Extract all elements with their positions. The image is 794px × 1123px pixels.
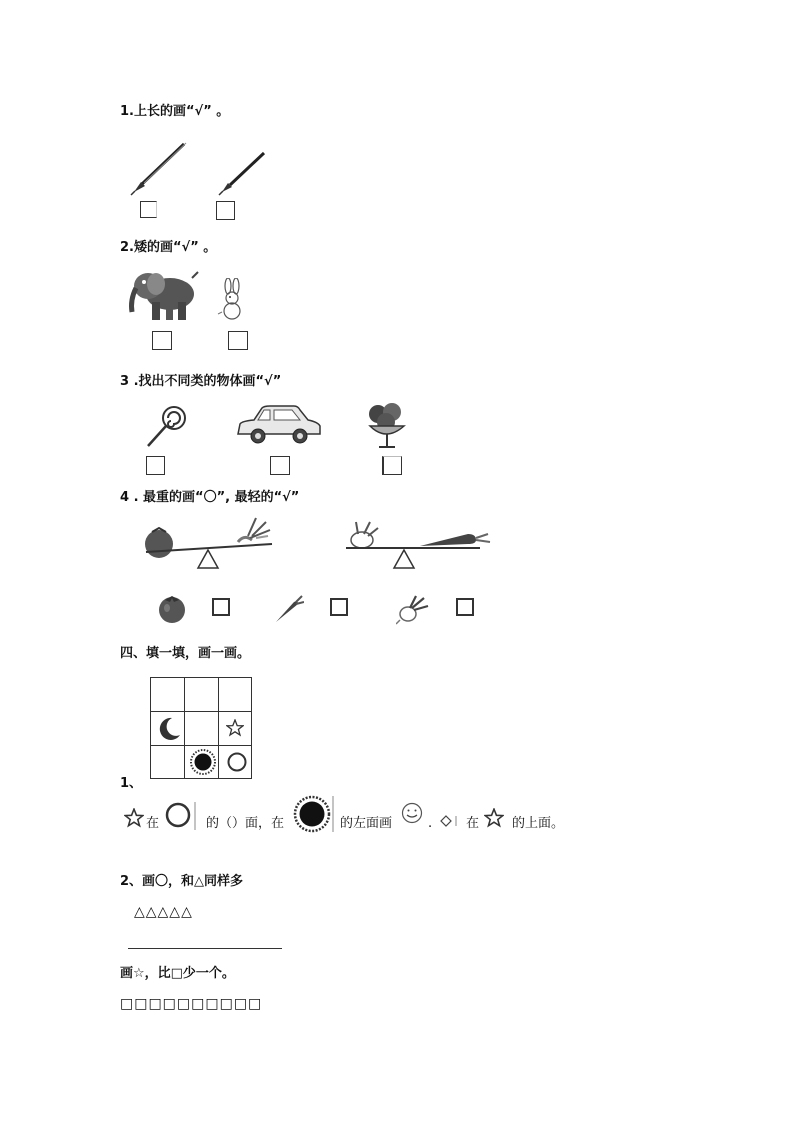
sentence-text-2: 的（）面，在 — [206, 816, 285, 831]
q4-answer-box-2[interactable] — [330, 598, 348, 616]
q1-answer-box-1[interactable] — [140, 201, 157, 218]
grid-line-h1 — [150, 711, 252, 712]
tomato-icon — [156, 592, 188, 624]
smiley-face-icon — [400, 802, 424, 824]
moon-icon — [154, 715, 182, 743]
q4-answer-box-3[interactable] — [456, 598, 474, 616]
carrot-icon — [272, 594, 304, 624]
q1-title: 1.上长的画“√” 。 — [120, 104, 230, 119]
position-grid — [150, 677, 252, 779]
elephant-icon — [126, 268, 202, 324]
sentence-text-6: 的上面。 — [512, 816, 565, 831]
balance-scale-2 — [340, 520, 500, 572]
grid-line-v2 — [218, 677, 219, 779]
star-icon — [484, 808, 504, 828]
pencil-long-icon — [128, 140, 190, 198]
q2-title: 2.矮的画“√” 。 — [120, 240, 217, 255]
q3-answer-box-1[interactable] — [146, 456, 165, 475]
q3-answer-box-3[interactable] — [382, 456, 402, 475]
circle-icon — [164, 800, 198, 832]
lollipop-icon — [142, 404, 188, 448]
answer-line[interactable] — [128, 948, 282, 949]
diamond-icon — [440, 814, 460, 828]
radish-icon — [396, 592, 432, 626]
section4-p2-title: 2、画〇，和△同样多 — [120, 874, 244, 889]
q3-title: 3 .找出不同类的物体画“√” — [120, 374, 282, 389]
q4-title: 4 . 最重的画“〇”, 最轻的“√” — [120, 490, 300, 505]
sentence-text-5: 在 — [466, 816, 480, 831]
grid-line-v1 — [184, 677, 185, 779]
q1-answer-box-2[interactable] — [216, 201, 235, 220]
sentence-text-4: . — [428, 816, 433, 831]
q4-answer-box-1[interactable] — [212, 598, 230, 616]
section4-p2-line2: 画☆，比□少一个。 — [120, 966, 235, 981]
star-icon — [124, 808, 144, 828]
circle-icon — [226, 751, 248, 773]
q3-answer-box-2[interactable] — [270, 456, 290, 475]
section4-title: 四、填一填，画一画。 — [120, 646, 251, 661]
balance-scale-1 — [142, 514, 276, 572]
q2-answer-box-1[interactable] — [152, 331, 172, 350]
sentence-text-1: 在 — [146, 816, 160, 831]
square-row: □□□□□□□□□□ — [120, 996, 263, 1012]
sun-icon — [292, 794, 336, 834]
q2-answer-box-2[interactable] — [228, 331, 248, 350]
grid-line-h2 — [150, 745, 252, 746]
triangle-row: △△△△△ — [134, 904, 193, 920]
ice-cream-icon — [362, 402, 412, 450]
sun-icon — [190, 749, 216, 775]
section4-p1-number: 1、 — [120, 776, 143, 791]
car-icon — [234, 404, 324, 446]
sentence-text-3: 的左面画 — [340, 816, 393, 831]
rabbit-icon — [216, 278, 248, 322]
star-icon — [226, 719, 244, 737]
pencil-short-icon — [216, 150, 268, 196]
